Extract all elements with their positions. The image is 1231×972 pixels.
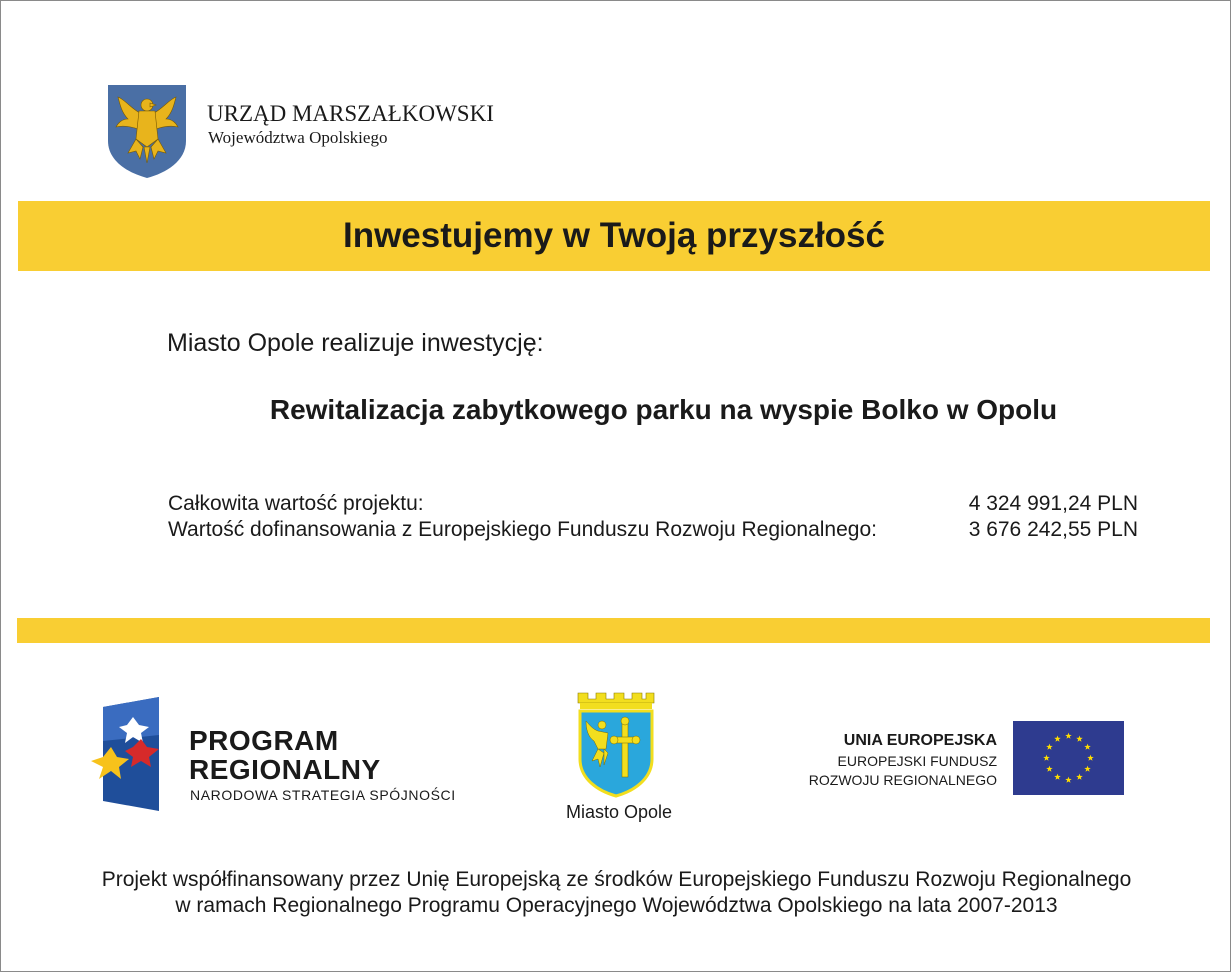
cofinancing-value-row xyxy=(168,518,1138,542)
slogan: Inwestujemy w Twoją przyszłość xyxy=(342,216,885,255)
program-regionalny-logo-icon xyxy=(89,695,165,813)
project-title: Rewitalizacja zabytkowego parku na wyspie Bolko w Opolu xyxy=(269,394,1058,425)
program-line2: REGIONALNY xyxy=(189,754,381,785)
footer-line2: w ramach Regionalnego Programu Operacyjnego Województwa Opolskiego na lata 2007-2013 xyxy=(175,894,1058,917)
eu-line1: EUROPEJSKI FUNDUSZ xyxy=(837,753,997,769)
voivodeship-coat-of-arms-icon xyxy=(106,83,188,179)
total-value-row xyxy=(168,492,1138,516)
footer-line1: Projekt współfinansowany przez Unię Europejską ze środków Europejskiego Funduszu Rozwoju Regionalnego xyxy=(101,868,1132,891)
slogan-banner xyxy=(18,201,1210,271)
cost-value: 4 324 991,24 PLN xyxy=(968,492,1138,515)
org-subtitle: Województwa Opolskiego xyxy=(208,128,388,147)
intro-text: Miasto Opole realizuje inwestycję: xyxy=(167,329,544,357)
eu-title: UNIA EUROPEJSKA xyxy=(843,732,997,749)
program-line3: NARODOWA STRATEGIA SPÓJNOŚCI xyxy=(190,787,456,803)
org-name: URZĄD MARSZAŁKOWSKI xyxy=(207,101,494,126)
cost-label: Całkowita wartość projektu: xyxy=(168,492,424,515)
opole-city-crest-icon xyxy=(574,689,658,799)
eu-flag-icon xyxy=(1013,721,1124,795)
eu-line2: ROZWOJU REGIONALNEGO xyxy=(808,772,997,788)
footer-note xyxy=(1,867,1231,919)
divider-bar xyxy=(17,618,1210,643)
cost-label: Wartość dofinansowania z Europejskiego Funduszu Rozwoju Regionalnego: xyxy=(168,518,877,541)
eu-label xyxy=(809,732,997,788)
cost-value: 3 676 242,55 PLN xyxy=(968,518,1138,541)
city-name: Miasto Opole xyxy=(565,802,673,822)
program-line1: PROGRAM xyxy=(189,725,339,756)
